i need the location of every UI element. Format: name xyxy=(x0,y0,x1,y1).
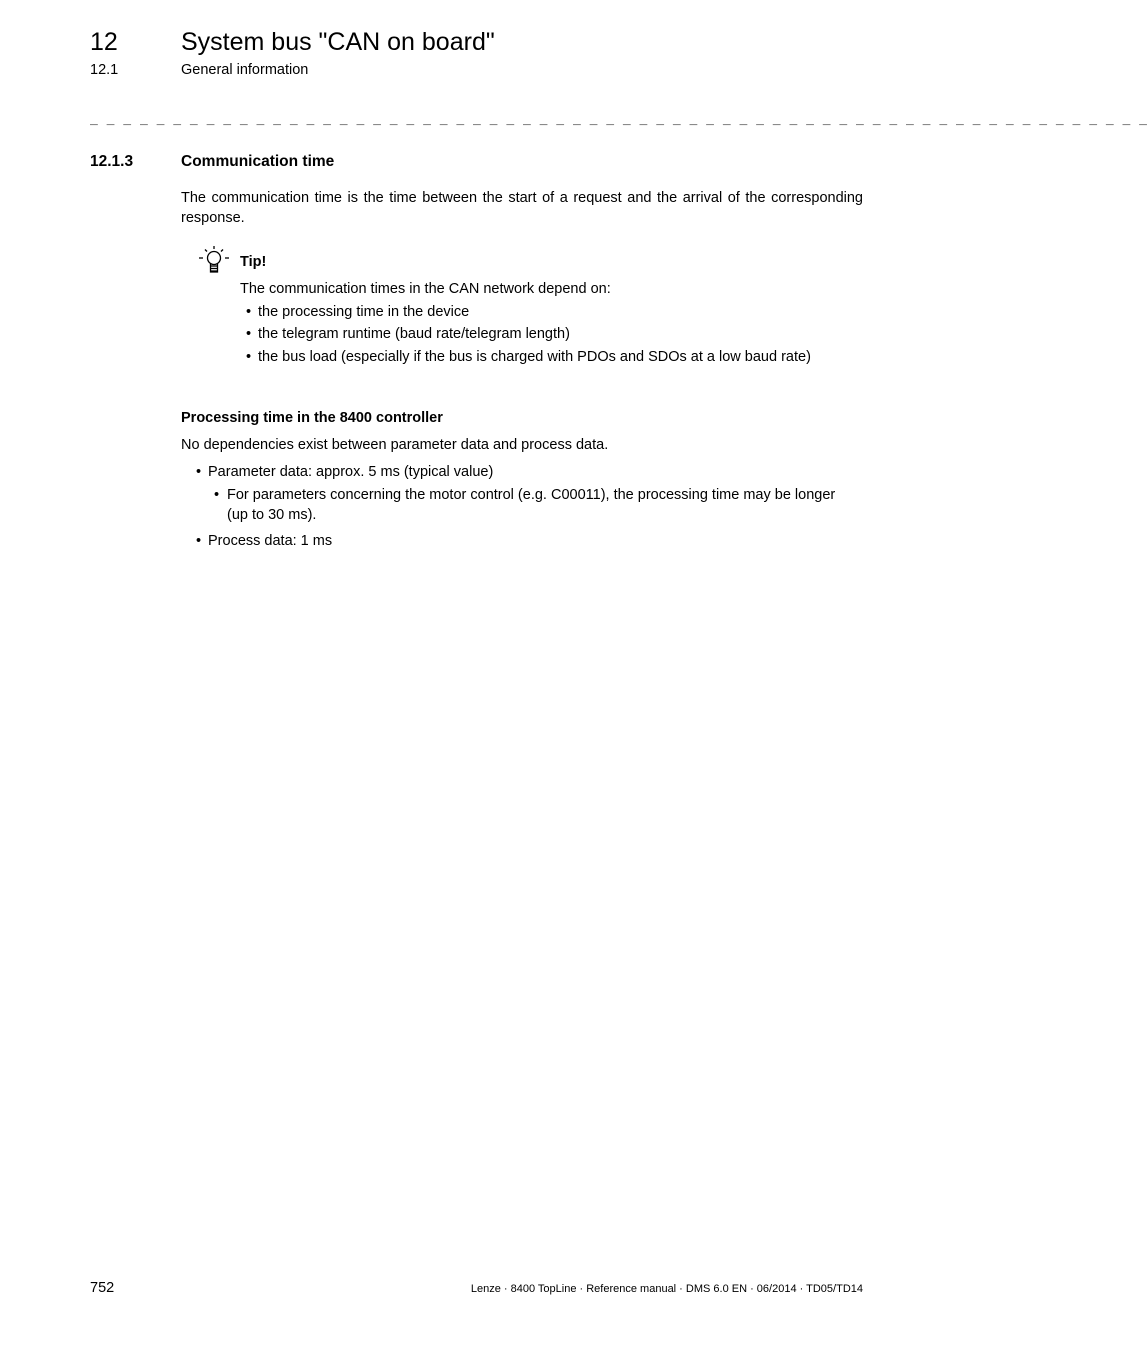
bullet-dot: • xyxy=(196,464,202,480)
page-number: 752 xyxy=(90,1280,115,1296)
chapter-title: System bus "CAN on board" xyxy=(181,28,495,56)
subsection-title: Communication time xyxy=(181,153,335,170)
tip-label: Tip! xyxy=(240,254,267,270)
tip-text: The communication times in the CAN network depend on: xyxy=(240,281,611,297)
section-number: 12.1 xyxy=(90,62,119,78)
processing-text: No dependencies exist between parameter data and process data. xyxy=(181,437,609,453)
lightbulb-tip-icon xyxy=(196,243,232,279)
processing-list-item: Parameter data: approx. 5 ms (typical value) xyxy=(208,464,494,480)
processing-list-item: Process data: 1 ms xyxy=(208,533,333,549)
subsection-number: 12.1.3 xyxy=(90,153,134,170)
intro-paragraph: The communication time is the time between the start of a request and the arrival of the corresponding response. xyxy=(181,190,863,226)
processing-sub-item: For parameters concerning the motor control (e.g. C00011), the processing time may be longer (up to 30 ms). xyxy=(227,487,836,523)
section-title: General information xyxy=(181,62,309,78)
bullet-dot: • xyxy=(214,487,220,503)
header-rule: _ _ _ _ _ _ _ _ _ _ _ _ _ _ _ _ _ _ _ _ _ _ _ _ _ _ _ _ _ _ _ _ _ _ _ _ _ _ _ _ _ _ _ _ _ _ _ _ _ _ _ _ _ _ _ _ _ _ _ _ _ _ _ _ xyxy=(90,111,1148,126)
bullet-dot: • xyxy=(246,304,252,320)
tip-list-item: the processing time in the device xyxy=(258,304,470,320)
bullet-dot: • xyxy=(246,349,252,365)
footer-info: Lenze · 8400 TopLine · Reference manual · DMS 6.0 EN · 06/2014 · TD05/TD14 xyxy=(470,1283,863,1295)
chapter-number: 12 xyxy=(90,28,118,56)
bullet-dot: • xyxy=(246,326,252,342)
tip-list-item: the telegram runtime (baud rate/telegram length) xyxy=(258,326,570,342)
processing-heading: Processing time in the 8400 controller xyxy=(181,410,443,426)
tip-list-item: the bus load (especially if the bus is charged with PDOs and SDOs at a low baud rate) xyxy=(258,349,811,365)
bullet-dot: • xyxy=(196,533,202,549)
